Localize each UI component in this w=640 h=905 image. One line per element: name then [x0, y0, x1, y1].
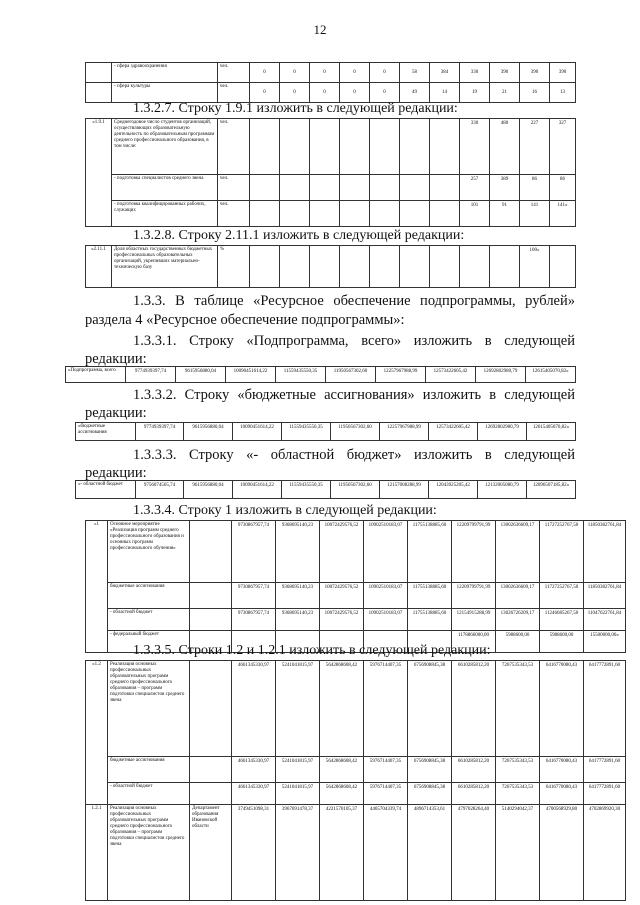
- cell-value: 5140294042,37: [496, 805, 540, 901]
- row-label: - сфера здравоохранения: [112, 63, 218, 83]
- cell-value: 6417772891,60: [584, 757, 626, 783]
- heading-1-3-3-3: 1.3.3.3. Строку «- областной бюджет» изложить в следующей: [133, 447, 575, 463]
- table-row: [86, 661, 626, 757]
- row-label: «- областной бюджет: [76, 481, 136, 499]
- cell-value: 5988600,00: [540, 631, 584, 653]
- row-label: Среднегодовое число студентов организаций, осуществляющих образовательную деятельность по образовательным программам среднего профессионального образования, в том числе:: [112, 119, 218, 175]
- cell-value: 9615956880,04: [184, 423, 233, 441]
- cell-value: 11950567302,60: [331, 423, 380, 441]
- cell-value: 6756908845,38: [408, 783, 452, 805]
- row-executor: Департамент образования Ивановской области: [190, 805, 232, 901]
- cell-value: 12209799791,99: [452, 521, 496, 583]
- cell-value: 6610285812,20: [452, 661, 496, 757]
- cell-value: 12615405070,82»: [527, 423, 576, 441]
- heading-1-3-3-3-cont: редакции:: [85, 465, 147, 481]
- cell-value: 12692802980,79: [478, 423, 527, 441]
- cell-value: 12573422605,42: [426, 367, 476, 383]
- cell-value: 5988600,00: [496, 631, 540, 653]
- cell-value: 6610285812,20: [452, 757, 496, 783]
- cell-value: 9730867957,74: [232, 521, 276, 583]
- cell-value: 4702869920,30: [584, 805, 626, 901]
- cell-value: 13026726209,17: [496, 609, 540, 631]
- heading-1-3-3-2-cont: редакции:: [85, 405, 147, 421]
- paragraph-1-3-3: 1.3.3. В таблице «Ресурсное обеспечение подпрограммы, рублей» раздела 4 «Ресурсное обеспечение подпрограммы»:: [85, 293, 575, 328]
- cell-value: 327: [550, 119, 576, 175]
- cell-value: 5976714407,35: [364, 661, 408, 757]
- cell-value: 7267535343,53: [496, 661, 540, 757]
- row-unit: %: [218, 246, 250, 288]
- row-label: бюджетные ассигнования: [108, 757, 190, 783]
- cell-value: 12615405070,82»: [526, 367, 576, 383]
- cell-value: 390: [520, 63, 550, 83]
- row-label: - федеральный бюджет: [108, 631, 190, 653]
- table-row-1-9-1: [85, 118, 576, 227]
- row-unit: чел.: [218, 175, 250, 201]
- cell-value: 5241041815,97: [276, 783, 320, 805]
- cell-value: 5642868608,42: [320, 757, 364, 783]
- heading-1-3-2-7: 1.3.2.7. Строку 1.9.1 изложить в следующей редакции:: [133, 101, 458, 116]
- row-label: - подготовка квалифицированных рабочих, служащих: [112, 201, 218, 227]
- cell-value: 12043925205,42: [429, 481, 478, 499]
- table-row: [86, 83, 576, 103]
- cell-value: 10902510183,07: [364, 521, 408, 583]
- cell-value: 6610285812,20: [452, 783, 496, 805]
- cell-value: 7267535343,53: [496, 783, 540, 805]
- cell-value: 101: [460, 201, 490, 227]
- cell-value: 11559435550,35: [282, 481, 331, 499]
- cell-value: 13002636609,17: [496, 583, 540, 609]
- row-unit: чел.: [218, 201, 250, 227]
- cell-value: 21: [490, 83, 520, 103]
- row-label: - областной бюджет: [108, 609, 190, 631]
- cell-value: 11755138885,60: [408, 583, 452, 609]
- cell-value: 5976714407,35: [364, 757, 408, 783]
- cell-value: 16: [520, 83, 550, 103]
- cell-value: 12154915288,99: [452, 609, 496, 631]
- cell-value: 11727252767,50: [540, 583, 584, 609]
- row-label: Доля областных государственных бюджетных профессиональных образовательных организаций, укрепивших материально-техническую базу: [112, 246, 218, 288]
- cell-value: 4465704339,74: [364, 805, 408, 901]
- cell-value: 9756074565,74: [136, 481, 184, 499]
- cell-value: 6416770080,43: [540, 783, 584, 805]
- heading-1-3-3-5: 1.3.3.5. Строки 1.2 и 1.2.1 изложить в следующей редакции:: [133, 643, 491, 658]
- cell-value: 7267535343,53: [496, 757, 540, 783]
- cell-value: 4661345330,97: [232, 783, 276, 805]
- table-row: [76, 481, 576, 499]
- cell-value: 49: [400, 83, 430, 103]
- cell-value: 12573422605,42: [429, 423, 478, 441]
- cell-value: 15500000,00»: [584, 631, 626, 653]
- cell-value: 11850382761,84: [584, 583, 626, 609]
- cell-value: 6756908845,38: [408, 661, 452, 757]
- cell-value: 9774939397,74: [136, 423, 184, 441]
- table-row: [76, 423, 576, 441]
- cell-value: 12209799791,99: [452, 583, 496, 609]
- cell-value: 0: [280, 83, 310, 103]
- table-row: [86, 609, 626, 631]
- cell-value: 141: [520, 201, 550, 227]
- table-row: [86, 175, 576, 201]
- cell-value: 0: [310, 83, 340, 103]
- cell-value: 1178866000,00: [452, 631, 496, 653]
- cell-value: 227: [520, 119, 550, 175]
- row-number: «1.2: [86, 661, 108, 805]
- table-budget-allocations: [75, 422, 576, 441]
- table-row: [86, 246, 576, 288]
- cell-value: 11950567302,60: [326, 367, 376, 383]
- table-subprogram-total: [65, 366, 576, 383]
- cell-value: 5241041815,97: [276, 661, 320, 757]
- cell-value: 11950567302,60: [331, 481, 380, 499]
- cell-value: 12692802980,79: [476, 367, 526, 383]
- cell-value: 12257967988,99: [380, 423, 429, 441]
- cell-value: 6756908845,38: [408, 757, 452, 783]
- cell-value: 257: [460, 175, 490, 201]
- heading-1-3-3-2: 1.3.3.2. Строку «бюджетные ассигнования» изложить в следующей: [133, 387, 575, 403]
- table-row: [86, 63, 576, 83]
- cell-value: 10072429576,52: [320, 521, 364, 583]
- cell-value: 9730867957,74: [232, 609, 276, 631]
- row-executor: [190, 783, 232, 805]
- cell-value: 10090451614,22: [226, 367, 276, 383]
- cell-value: 10090451614,22: [233, 423, 282, 441]
- cell-value: 5241041815,97: [276, 757, 320, 783]
- cell-value: 10902510183,07: [364, 583, 408, 609]
- cell-value: 6416770080,43: [540, 757, 584, 783]
- row-number: «1: [86, 521, 108, 653]
- cell-value: 9615956880,04: [184, 481, 233, 499]
- cell-value: 5976714407,35: [364, 783, 408, 805]
- cell-value: 13002636609,17: [496, 521, 540, 583]
- cell-value: 3749451098,31: [232, 805, 276, 901]
- cell-value: 91: [490, 201, 520, 227]
- cell-value: 12257967988,99: [376, 367, 426, 383]
- table-row: [86, 119, 576, 175]
- row-unit: чел.: [218, 119, 250, 175]
- cell-value: 480: [490, 119, 520, 175]
- cell-value: 11559435550,35: [282, 423, 331, 441]
- cell-value: 6416770080,43: [540, 661, 584, 757]
- table-employment-spheres: [85, 62, 576, 103]
- table-row: [86, 757, 626, 783]
- cell-value: 12157008288,99: [380, 481, 429, 499]
- row-label: бюджетные ассигнования: [108, 583, 190, 609]
- cell-value: 11727252767,50: [540, 521, 584, 583]
- heading-1-3-3-1: 1.3.3.1. Строку «Подпрограмма, всего» изложить в следующей: [133, 333, 575, 349]
- table-row: [86, 521, 626, 583]
- cell-value: 10902510183,07: [364, 609, 408, 631]
- table-row-1: [85, 520, 626, 653]
- cell-value: 11047622761,84: [584, 609, 626, 631]
- cell-value: 9368695140,23: [276, 521, 320, 583]
- row-label: «бюджетные ассигнования: [76, 423, 136, 441]
- cell-value: 0: [370, 83, 400, 103]
- cell-value: 390: [490, 63, 520, 83]
- cell-value: 0: [250, 83, 280, 103]
- row-label: - подготовка специалистов среднего звена: [112, 175, 218, 201]
- cell-value: 9368695140,23: [276, 609, 320, 631]
- cell-value: 12132005080,79: [478, 481, 527, 499]
- cell-value: 86: [520, 175, 550, 201]
- row-unit: чел.: [218, 83, 250, 103]
- cell-value: 11246685267,50: [540, 609, 584, 631]
- cell-value: 5642868608,42: [320, 661, 364, 757]
- cell-value: 12096507185,82»: [527, 481, 576, 499]
- row-executor: [190, 661, 232, 757]
- cell-value: 4700568929,80: [540, 805, 584, 901]
- cell-value: 4221570105,37: [320, 805, 364, 901]
- cell-value: 4896714353,61: [408, 805, 452, 901]
- row-label: Основное мероприятие «Реализация программ среднего профессионального образования и основных программ профессионального обучения»: [108, 521, 190, 583]
- cell-value: 0: [340, 63, 370, 83]
- cell-value: 14: [430, 83, 460, 103]
- table-row: [86, 805, 626, 901]
- row-number: «2.11.1: [86, 246, 112, 288]
- cell-value: 10072429576,52: [320, 583, 364, 609]
- heading-1-3-2-8: 1.3.2.8. Строку 2.11.1 изложить в следующей редакции:: [133, 228, 465, 243]
- cell-value: 9730867957,74: [232, 583, 276, 609]
- cell-value: 390: [550, 63, 576, 83]
- cell-value: 0: [340, 83, 370, 103]
- row-unit: чел.: [218, 63, 250, 83]
- row-number: 1.2.1: [86, 805, 108, 901]
- heading-1-3-3-1-cont: редакции:: [85, 351, 147, 367]
- cell-value: 330: [460, 63, 490, 83]
- cell-value: 5642868608,42: [320, 783, 364, 805]
- cell-value: 4661345330,97: [232, 661, 276, 757]
- table-row-2-11-1: [85, 245, 576, 288]
- cell-value: 330: [460, 119, 490, 175]
- row-executor: [190, 757, 232, 783]
- table-rows-1-2: [85, 660, 626, 901]
- cell-value: 11850382761,84: [584, 521, 626, 583]
- cell-value: 9368695140,23: [276, 583, 320, 609]
- cell-value: 384: [430, 63, 460, 83]
- cell-value: 11559435550,35: [276, 367, 326, 383]
- cell-value: 10090451614,22: [233, 481, 282, 499]
- row-label: - сфера культуры: [112, 83, 218, 103]
- cell-value: 141»: [550, 201, 576, 227]
- cell-value: 9774939397,74: [126, 367, 176, 383]
- cell-value: 58: [400, 63, 430, 83]
- table-row: [86, 783, 626, 805]
- cell-value: 100»: [520, 246, 550, 288]
- page-number: 12: [313, 22, 327, 37]
- cell-value: 6417772891,60: [584, 783, 626, 805]
- cell-value: 11755138885,60: [408, 521, 452, 583]
- cell-value: 6417772891,60: [584, 661, 626, 757]
- cell-value: 389: [490, 175, 520, 201]
- heading-1-3-3-4: 1.3.3.4. Строку 1 изложить в следующей редакции:: [133, 503, 437, 518]
- cell-value: 3967691478,37: [276, 805, 320, 901]
- row-label: Реализация основных профессиональных образовательных программ среднего профессионального образования – программ подготовки специалистов среднего звена: [108, 805, 190, 901]
- cell-value: 19: [460, 83, 490, 103]
- table-row: [66, 367, 576, 383]
- cell-value: 0: [250, 63, 280, 83]
- row-label: - областной бюджет: [108, 783, 190, 805]
- row-label: Реализация основных профессиональных образовательных программ среднего профессионального образования – программ подготовки специалистов среднего звена: [108, 661, 190, 757]
- table-regional-budget: [75, 480, 576, 499]
- table-row: [86, 201, 576, 227]
- cell-value: 0: [280, 63, 310, 83]
- cell-value: 4797028264,40: [452, 805, 496, 901]
- cell-value: 0: [370, 63, 400, 83]
- cell-value: 4661345330,97: [232, 757, 276, 783]
- cell-value: 13: [550, 83, 576, 103]
- cell-value: 86: [550, 175, 576, 201]
- row-label: «Подпрограмма, всего: [66, 367, 126, 383]
- table-row: [86, 583, 626, 609]
- cell-value: 10072429576,52: [320, 609, 364, 631]
- cell-value: 9615956880,04: [176, 367, 226, 383]
- row-number: «1.9.1: [86, 119, 112, 227]
- cell-value: 0: [310, 63, 340, 83]
- cell-value: 11755138885,60: [408, 609, 452, 631]
